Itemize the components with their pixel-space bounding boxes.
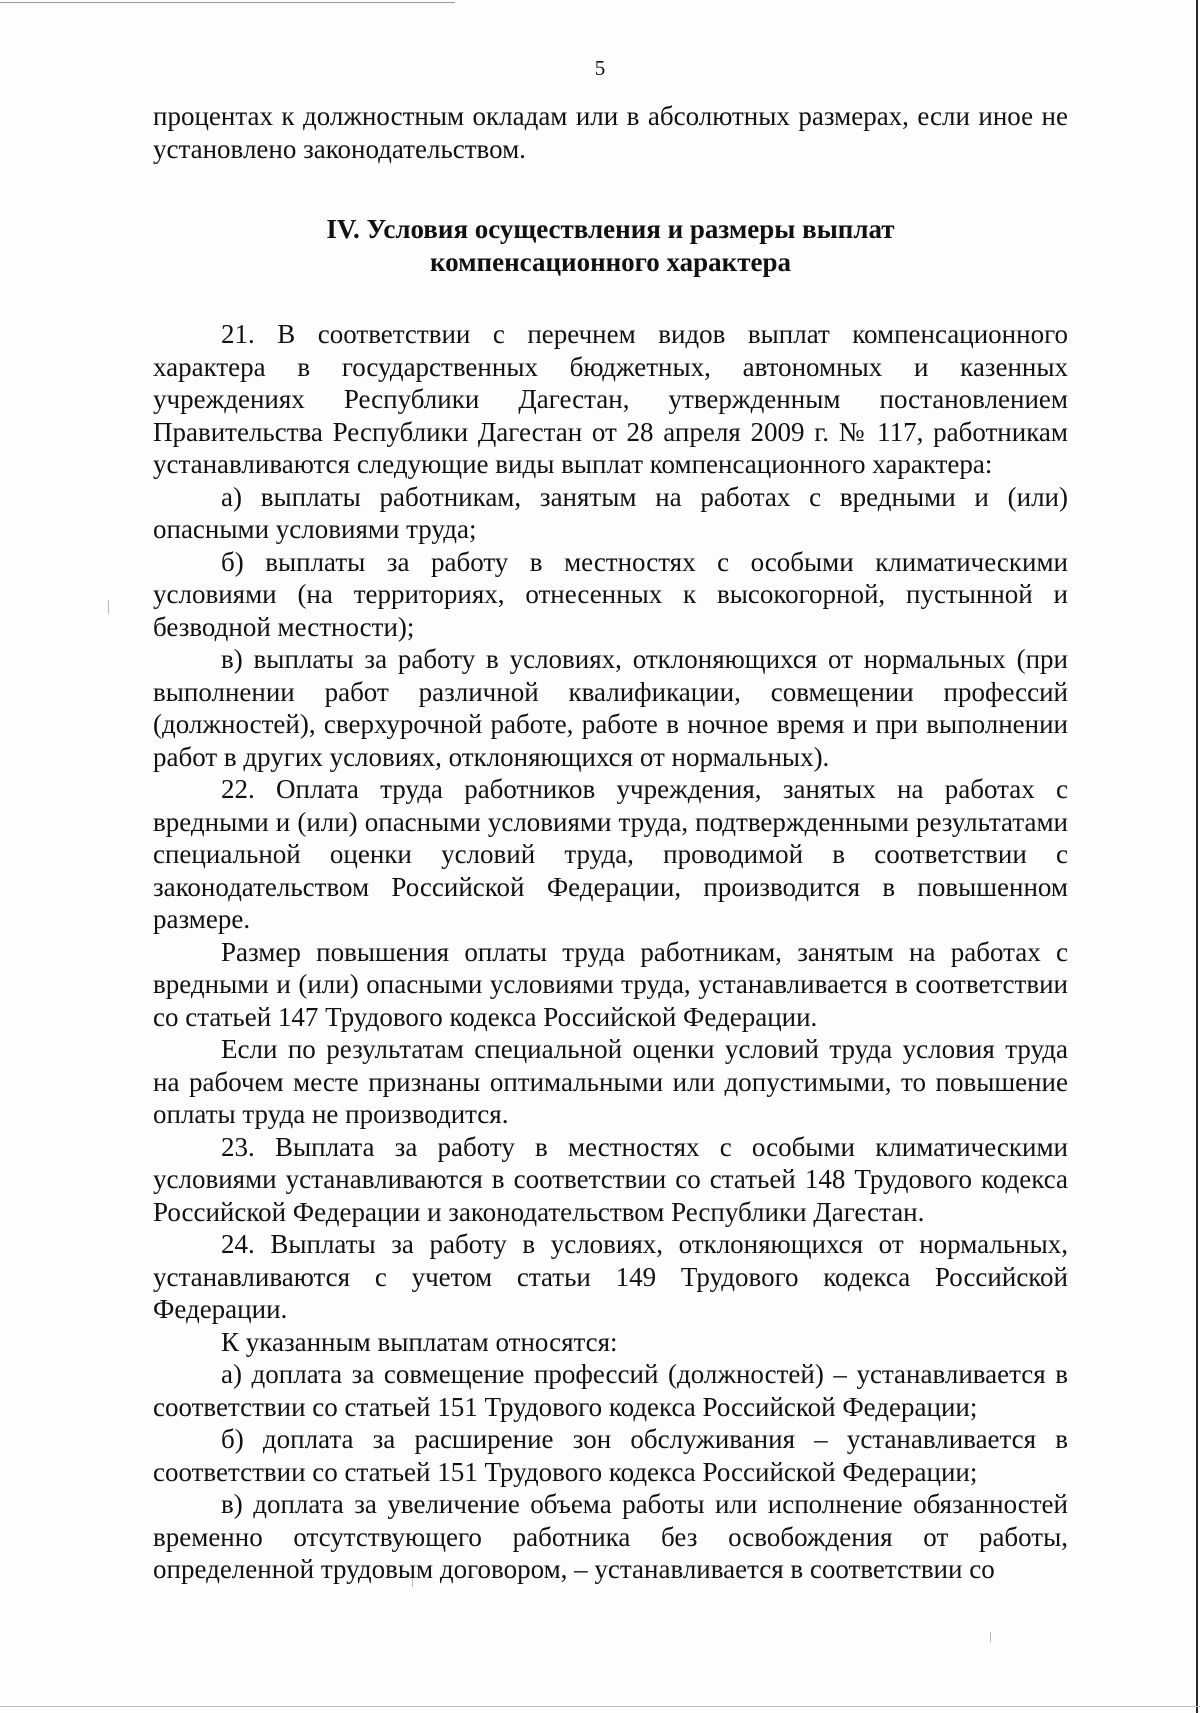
paragraph-24-v: в) доплата за увеличение объема работы или исполнение обязанностей временно отсутствующего работника без освобождения от работы, определенной трудовым договором, – устанавливается в соответствии со — [153, 1489, 1068, 1584]
paragraph-21-b: б) выплаты за работу в местностях с особыми климатическими условиями (на территориях, отнесенных к высокогорной, пустынной и безводной местности); — [153, 546, 1068, 642]
document-body — [153, 100, 1068, 1586]
paragraph-24-a: а) доплата за совмещение профессий (должностей) – устанавливается в соответствии со статьей 151 Трудового кодекса Российской Федерации; — [153, 1359, 1068, 1422]
paragraph-22-assessment: Если по результатам специальной оценки условий труда условия труда на рабочем месте признаны оптимальными или допустимыми, то повышение оплаты труда не производится. — [153, 1034, 1068, 1129]
page-number: 5 — [594, 56, 606, 80]
scan-edge-bottom — [0, 1706, 1200, 1707]
paragraph-continuation: процентах к должностным окладам или в абсолютных размерах, если иное не установлено законодательством. — [153, 101, 1068, 164]
paragraph-24-b: б) доплата за расширение зон обслуживания – устанавливается в соответствии со статьей 151 Трудового кодекса Российской Федерации; — [153, 1424, 1068, 1487]
section-heading — [153, 213, 1068, 279]
section-heading-line2: компенсационного характера — [429, 247, 792, 277]
paragraph-21-v: в) выплаты за работу в условиях, отклоняющихся от нормальных (при выполнении работ различной квалификации, совмещении профессий (должностей), сверхурочной работе, работе в ночное время и при выполнении работ в других условиях, отклоняющихся от нормальных). — [153, 644, 1068, 772]
scan-edge-right — [1196, 0, 1198, 1713]
paragraph-22: 22. Оплата труда работников учреждения, занятых на работах с вредными и (или) опасными условиями труда, подтвержденными результатами специальной оценки условий труда, проводимой в соответствии с законодательством Российской Федерации, производится в повышенном размере. — [153, 774, 1068, 934]
paragraph-21: 21. В соответствии с перечнем видов выплат компенсационного характера в государственных бюджетных, автономных и казенных учреждениях Республики Дагестан, утвержденным постановлением Правительства Республики Дагестан от 28 апреля 2009 г. № 117, работникам устанавливаются следующие виды выплат компенсационного характера: — [153, 319, 1068, 479]
section-heading-line1: IV. Условия осуществления и размеры выплат — [326, 214, 895, 244]
paragraph-21-a: а) выплаты работникам, занятым на работах с вредными и (или) опасными условиями труда; — [153, 481, 1068, 544]
scan-artifact-line — [0, 2, 455, 3]
scan-speck — [108, 600, 109, 614]
paragraph-24-list-intro: К указанным выплатам относятся: — [221, 1326, 618, 1357]
paragraph-22-size: Размер повышения оплаты труда работникам, занятым на работах с вредными и (или) опасными условиями труда, устанавливается в соответствии со статьей 147 Трудового кодекса Российской Федерации. — [153, 936, 1068, 1032]
scan-speck — [990, 1632, 991, 1642]
paragraph-23: 23. Выплата за работу в местностях с особыми климатическими условиями устанавливаются в соответствии со статьей 148 Трудового кодекса Российской Федерации и законодательством Республики Дагестан. — [153, 1131, 1068, 1227]
paragraph-24: 24. Выплаты за работу в условиях, отклоняющихся от нормальных, устанавливаются с учетом статьи 149 Трудового кодекса Российской Федерации. — [153, 1229, 1068, 1324]
